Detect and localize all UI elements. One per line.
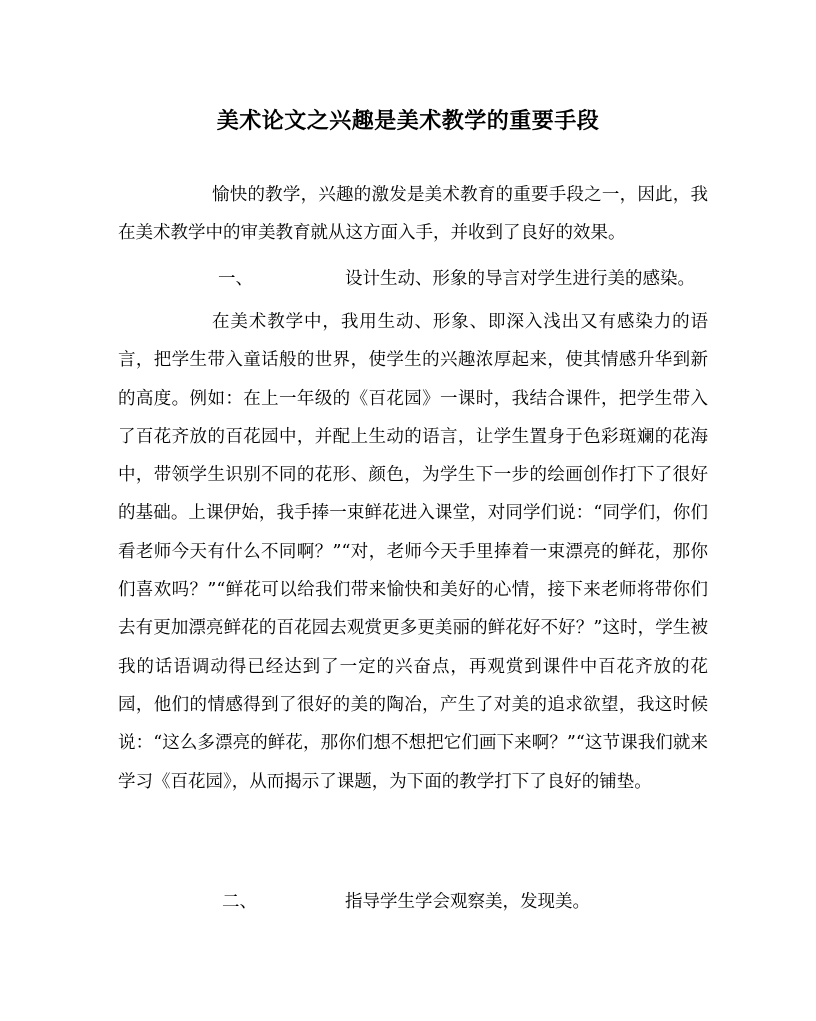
section-1-number: 一、: [218, 269, 253, 289]
intro-paragraph: 愉快的教学，兴趣的激发是美术教育的重要手段之一，因此，我在美术教学中的审美教育就从这方面入手，并收到了良好的效果。: [118, 185, 708, 244]
section-1-heading: 设计生动、形象的导言对学生进行美的感染。: [345, 269, 695, 289]
section-2-heading: 指导学生学会观察美，发现美。: [345, 892, 590, 912]
section-2-number: 二、: [222, 892, 257, 912]
document-title: 美术论文之兴趣是美术教学的重要手段: [216, 108, 600, 134]
section-1-paragraph: 在美术教学中，我用生动、形象、即深入浅出又有感染力的语言，把学生带入童话般的世界，使学生的兴趣浓厚起来，使其情感升华到新的高度。例如：在上一年级的《百花园》一课时，我结合课件，把学生带入了百花齐放的百花园中，并配上生动的语言，让学生置身于色彩斑斓的花海中，带领学生识别不同的花形、颜色，为学生下一步的绘画创作打下了很好的基础。上课伊始，我手捧一束鲜花进入课堂，对同学们说：“同学们，你们看老师今天有什么不同啊？”“对，老师今天手里捧着一束漂亮的鲜花，那你们喜欢吗？”“鲜花可以给我们带来愉快和美好的心情，接下来老师将带你们去有更加漂亮鲜花的百花园去观赏更多更美丽的鲜花好不好？”这时，学生被我的话语调动得已经达到了一定的兴奋点，再观赏到课件中百花齐放的花园，他们的情感得到了很好的美的陶冶，产生了对美的追求欲望，我这时候说：“这么多漂亮的鲜花，那你们想不想把它们画下来啊？”“这节课我们就来学习《百花园》，从而揭示了课题，为下面的教学打下了良好的铺垫。: [118, 312, 708, 792]
